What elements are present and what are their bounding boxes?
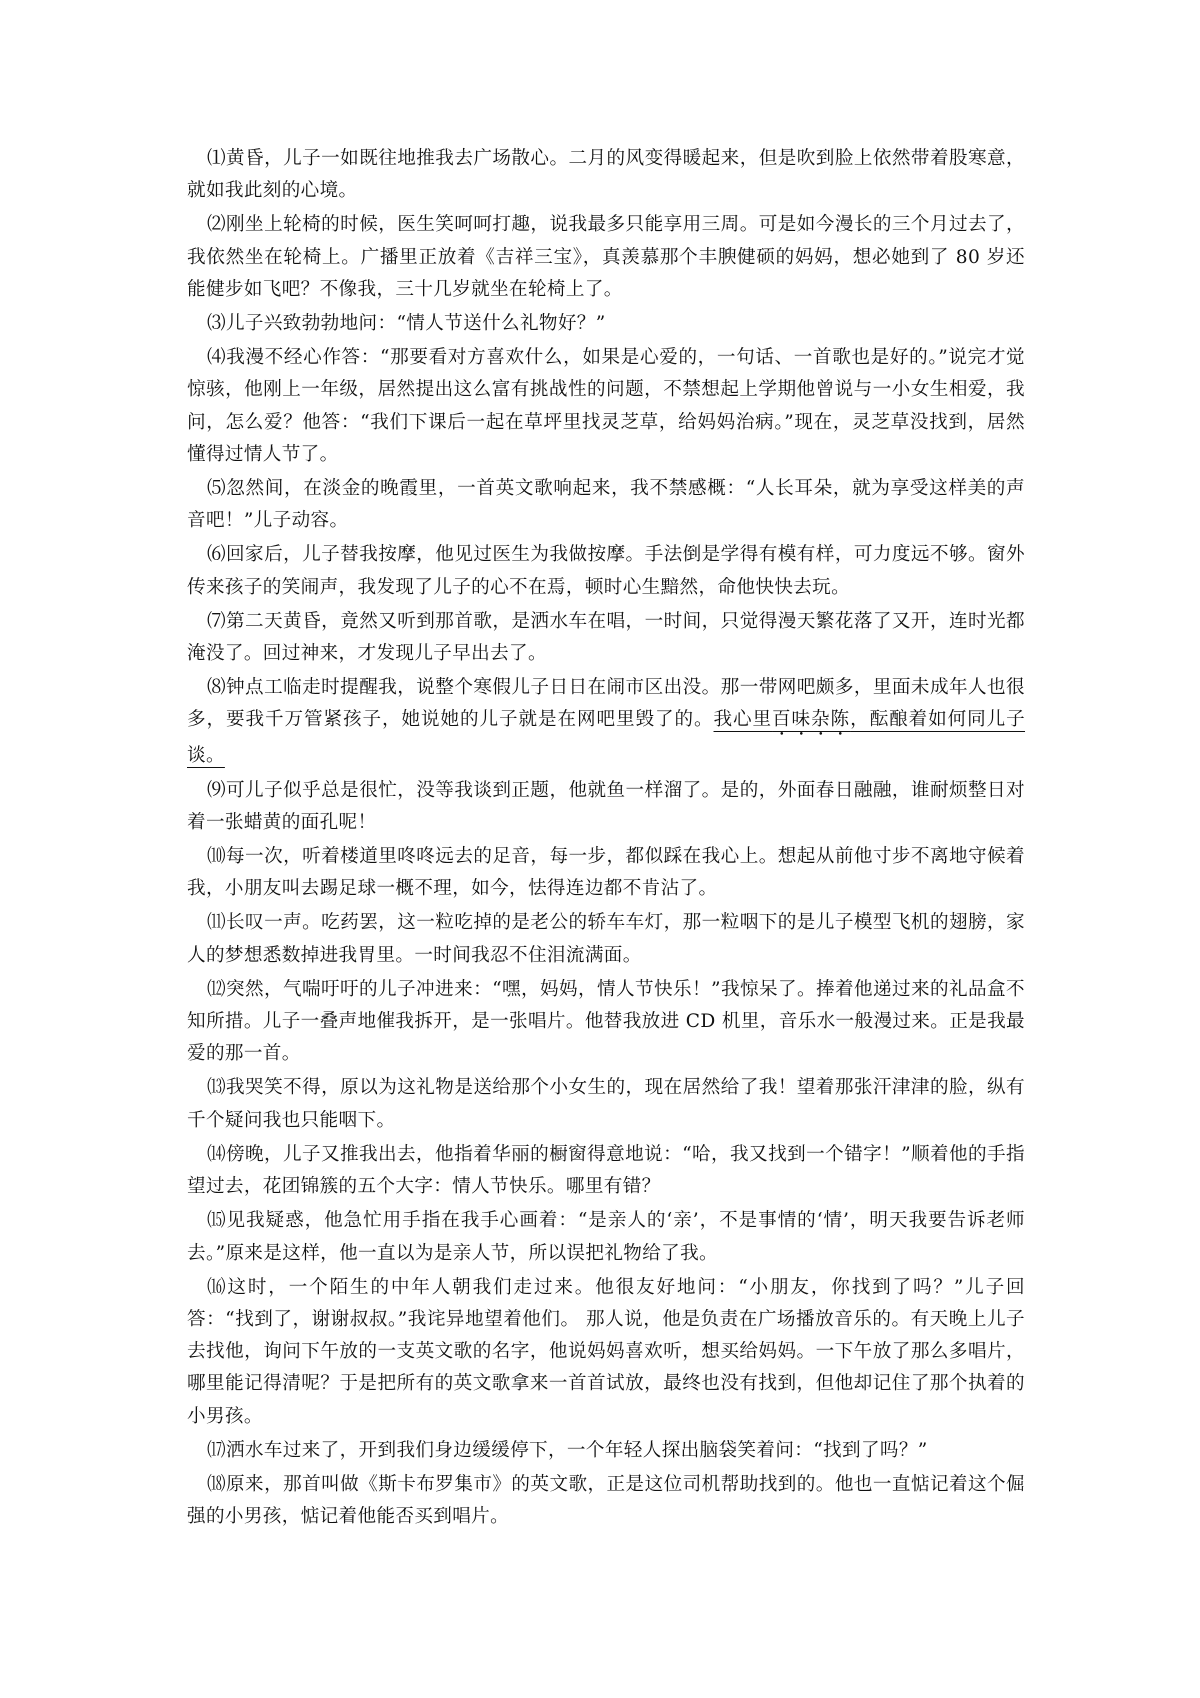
paragraph-16: ⒃这时，一个陌生的中年人朝我们走过来。他很友好地问：“小朋友，你找到了吗？”儿子回答：“找到了，谢谢叔叔。”我诧异地望着他们。 那人说，他是负责在广场播放音乐的。有天晚上儿子去找他，询问下午放的一支英文歌的名字，他说妈妈喜欢听，想买给妈妈。一下午放了那么多唱片，哪里能记得清呢？于是把所有的英文歌拿来一首首试放，最终也没有找到，但他却记住了那个执着的小男孩。 <box>187 1276 1025 1427</box>
paragraph-18: ⒅原来，那首叫做《斯卡布罗集市》的英文歌，正是这位司机帮助找到的。他也一直惦记着这个倔强的小男孩，惦记着他能否买到唱片。 <box>187 1473 1025 1528</box>
paragraph-8 <box>187 672 1025 772</box>
paragraph-15: ⒂见我疑惑，他急忙用手指在我手心画着：“是亲人的‘亲’，不是事情的‘情’，明天我要告诉老师去。”原来是这样，他一直以为是亲人节，所以误把礼物给了我。 <box>187 1210 1025 1264</box>
paragraph-9: ⑼可儿子似乎总是很忙，没等我谈到正题，他就鱼一样溜了。是的，外面春日融融，谁耐烦整日对着一张蜡黄的面孔呢！ <box>187 779 1025 833</box>
paragraph-2: ⑵刚坐上轮椅的时候，医生笑呵呵打趣，说我最多只能享用三周。可是如今漫长的三个月过去了，我依然坐在轮椅上。广播里正放着《吉祥三宝》，真羡慕那个丰腴健硕的妈妈，想必她到了 80 岁还能健步如飞吧？不像我，三十几岁就坐在轮椅上了。 <box>187 214 1025 300</box>
paragraph-1: ⑴黄昏，儿子一如既往地推我去广场散心。二月的风变得暖起来，但是吹到脸上依然带着股寒意，就如我此刻的心境。 <box>187 148 1025 202</box>
paragraph-17: ⒄洒水车过来了，开到我们身边缓缓停下，一个年轻人探出脑袋笑着问：“找到了吗？” <box>207 1439 928 1461</box>
document-body <box>187 143 1025 1535</box>
paragraph-10: ⑽每一次，听着楼道里咚咚远去的足音，每一步，都似踩在我心上。想起从前他寸步不离地守候着我，小朋友叫去踢足球一概不理，如今，怯得连边都不肯沾了。 <box>187 846 1025 900</box>
paragraph-5: ⑸忽然间，在淡金的晚霞里，一首英文歌响起来，我不禁感概：“人长耳朵，就为享受这样美的声音吧！”儿子动容。 <box>187 478 1025 532</box>
paragraph-13: ⒀我哭笑不得，原以为这礼物是送给那个小女生的，现在居然给了我！望着那张汗津津的脸，纵有千个疑问我也只能咽下。 <box>187 1077 1025 1131</box>
paragraph-6: ⑹回家后，儿子替我按摩，他见过医生为我做按摩。手法倒是学得有模有样，可力度远不够。窗外传来孩子的笑闹声，我发现了儿子的心不在焉，顿时心生黯然，命他快快去玩。 <box>187 544 1025 598</box>
paragraph-7: ⑺第二天黄昏，竟然又听到那首歌，是洒水车在唱，一时间，只觉得漫天繁花落了又开，连时光都淹没了。回过神来，才发现儿子早出去了。 <box>187 610 1025 665</box>
underlined-phrase-start: 我心里 <box>713 709 773 731</box>
paragraph-8-text: ⑻钟点工临走时提醒我，说整个寒假儿子日日在闹市区出没。那一带网吧颇多，里面未成年人也很多，要我千万管紧孩子，她说她的儿子就是在网吧里毁了的。 <box>187 677 1025 731</box>
paragraph-4: ⑷我漫不经心作答：“那要看对方喜欢什么，如果是心爱的，一句话、一首歌也是好的。”说完才觉惊骇，他刚上一年级，居然提出这么富有挑战性的问题，不禁想起上学期他曾说与一小女生相爱，我问，怎么爱？他答：“我们下课后一起在草坪里找灵芝草，给妈妈治病。”现在，灵芝草没找到，居然懂得过情人节了。 <box>187 347 1025 465</box>
paragraph-14: ⒁傍晚，儿子又推我出去，他指着华丽的橱窗得意地说：“哈，我又找到一个错字！”顺着他的手指望过去，花团锦簇的五个大字：情人节快乐。哪里有错？ <box>187 1143 1025 1198</box>
paragraph-3: ⑶儿子兴致勃勃地问：“情人节送什么礼物好？” <box>207 313 606 335</box>
underlined-phrase-end: ，酝酿着如何同儿子谈。 <box>187 709 1026 767</box>
dotted-phrase: 百味杂陈 <box>772 709 851 731</box>
paragraph-11: ⑾长叹一声。吃药罢，这一粒吃掉的是老公的轿车车灯，那一粒咽下的是儿子模型飞机的翅膀，家人的梦想悉数掉进我胃里。一时间我忍不住泪流满面。 <box>187 912 1025 966</box>
paragraph-12: ⑿突然，气喘吁吁的儿子冲进来：“嘿，妈妈，情人节快乐！”我惊呆了。捧着他递过来的礼品盒不知所措。儿子一叠声地催我拆开，是一张唱片。他替我放进 CD 机里，音乐水一般漫过来。正是我最爱的那一首。 <box>187 978 1025 1065</box>
